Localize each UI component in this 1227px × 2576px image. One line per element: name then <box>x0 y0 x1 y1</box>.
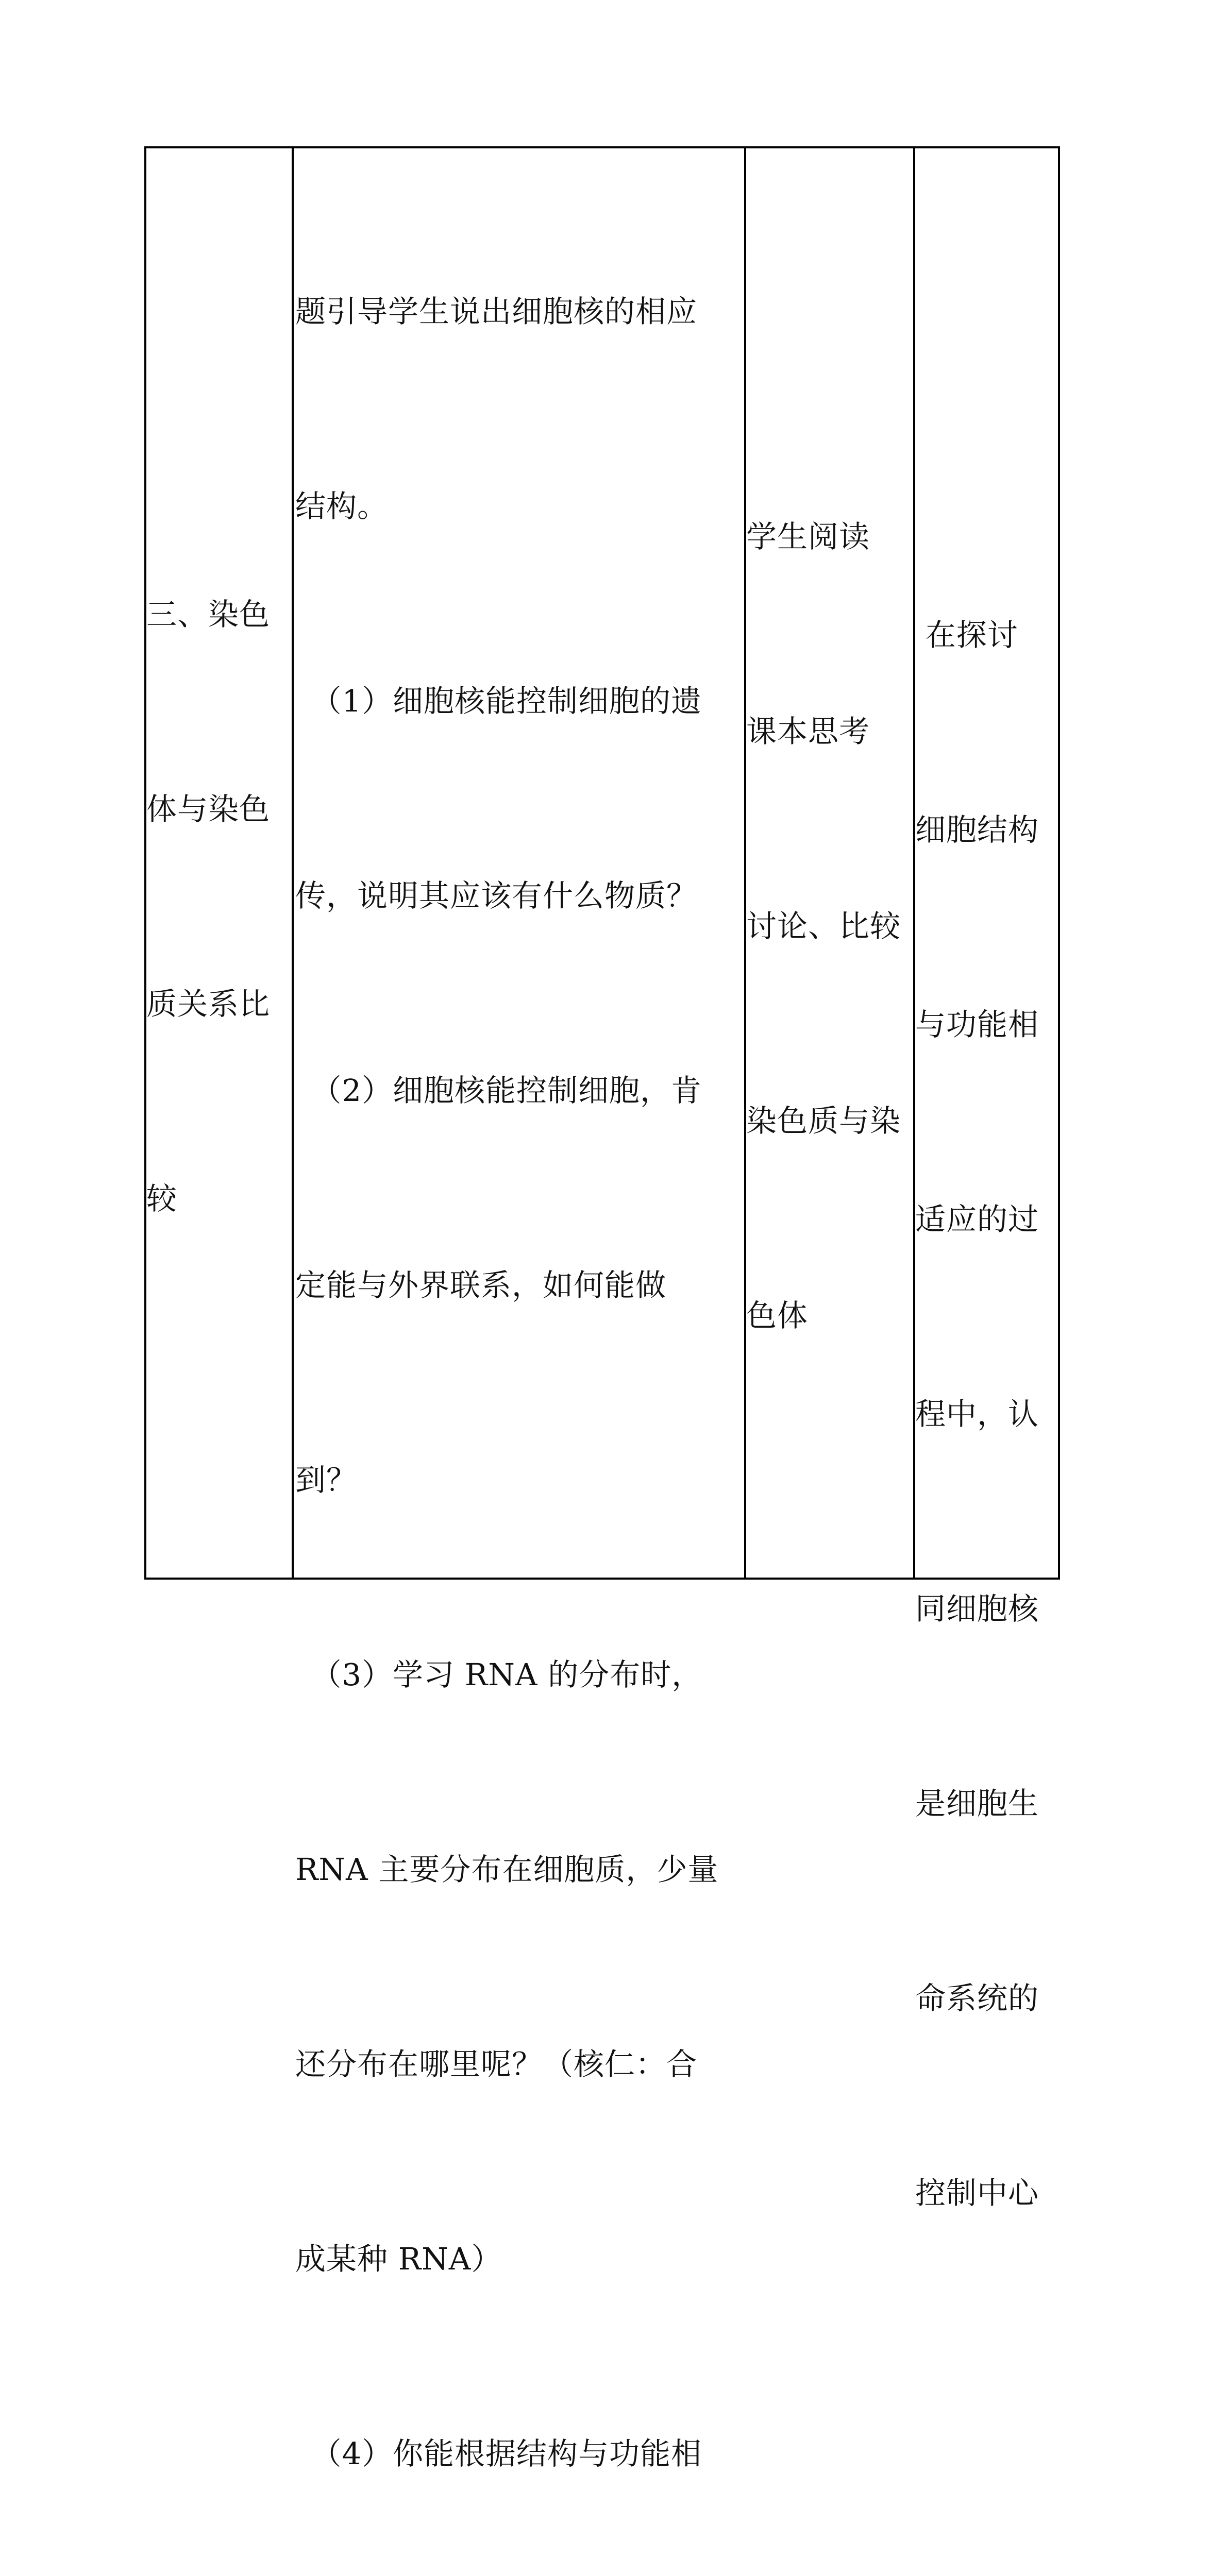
design-intent-line: 细胞结构 <box>915 812 1039 848</box>
design-intent-line: 命系统的 <box>915 1980 1039 2016</box>
student-activity-line: 染色质与染 <box>746 1103 901 1139</box>
section-title-line: 较 <box>146 1181 178 1216</box>
teacher-activity-line: （1）细胞核能控制细胞的遗 <box>295 683 702 719</box>
teacher-activity-line: 还分布在哪里呢？（核仁：合 <box>295 2046 698 2082</box>
design-intent-cell <box>915 473 1039 2291</box>
section-title-line: 三、染色 <box>146 597 271 632</box>
teacher-activity-line: 定能与外界联系，如何能做 <box>295 1267 667 1303</box>
column-divider-1 <box>292 148 294 1578</box>
design-intent-line: 适应的过 <box>915 1201 1039 1237</box>
design-intent-line: 控制中心 <box>915 2175 1039 2211</box>
teacher-activity-line: RNA 主要分布在细胞质，少量 <box>295 1852 719 1887</box>
teacher-activity-line: 成某种 RNA） <box>295 2241 502 2277</box>
teacher-activity-line: 到？ <box>295 1462 358 1498</box>
teacher-activity-line: 题引导学生说出细胞核的相应 <box>295 294 698 329</box>
teacher-activity-line: 结构。 <box>295 488 389 524</box>
student-activity-line: 色体 <box>746 1298 809 1333</box>
section-title-line: 质关系比 <box>146 986 271 1022</box>
design-intent-line: 在探讨 <box>915 617 1018 653</box>
student-activity-line: 讨论、比较 <box>746 908 901 944</box>
design-intent-line: 同细胞核 <box>915 1591 1039 1626</box>
student-activity-line: 课本思考 <box>746 714 870 749</box>
design-intent-line: 是细胞生 <box>915 1786 1039 1821</box>
design-intent-line: 程中，认 <box>915 1396 1039 1432</box>
teacher-activity-line: （4）你能根据结构与功能相 <box>295 2436 702 2471</box>
teacher-activity-line: （3）学习 RNA 的分布时， <box>295 1657 703 1692</box>
student-activity-line: 学生阅读 <box>746 519 870 554</box>
teacher-activity-line: 传，说明其应该有什么物质？ <box>295 878 698 913</box>
section-title-cell <box>146 452 270 1296</box>
teacher-activity-cell <box>295 149 718 2576</box>
section-title-line: 体与染色 <box>146 791 271 827</box>
teacher-activity-line: （2）细胞核能控制细胞，肯 <box>295 1073 702 1108</box>
design-intent-line: 与功能相 <box>915 1007 1039 1042</box>
student-activity-cell <box>746 375 901 1413</box>
